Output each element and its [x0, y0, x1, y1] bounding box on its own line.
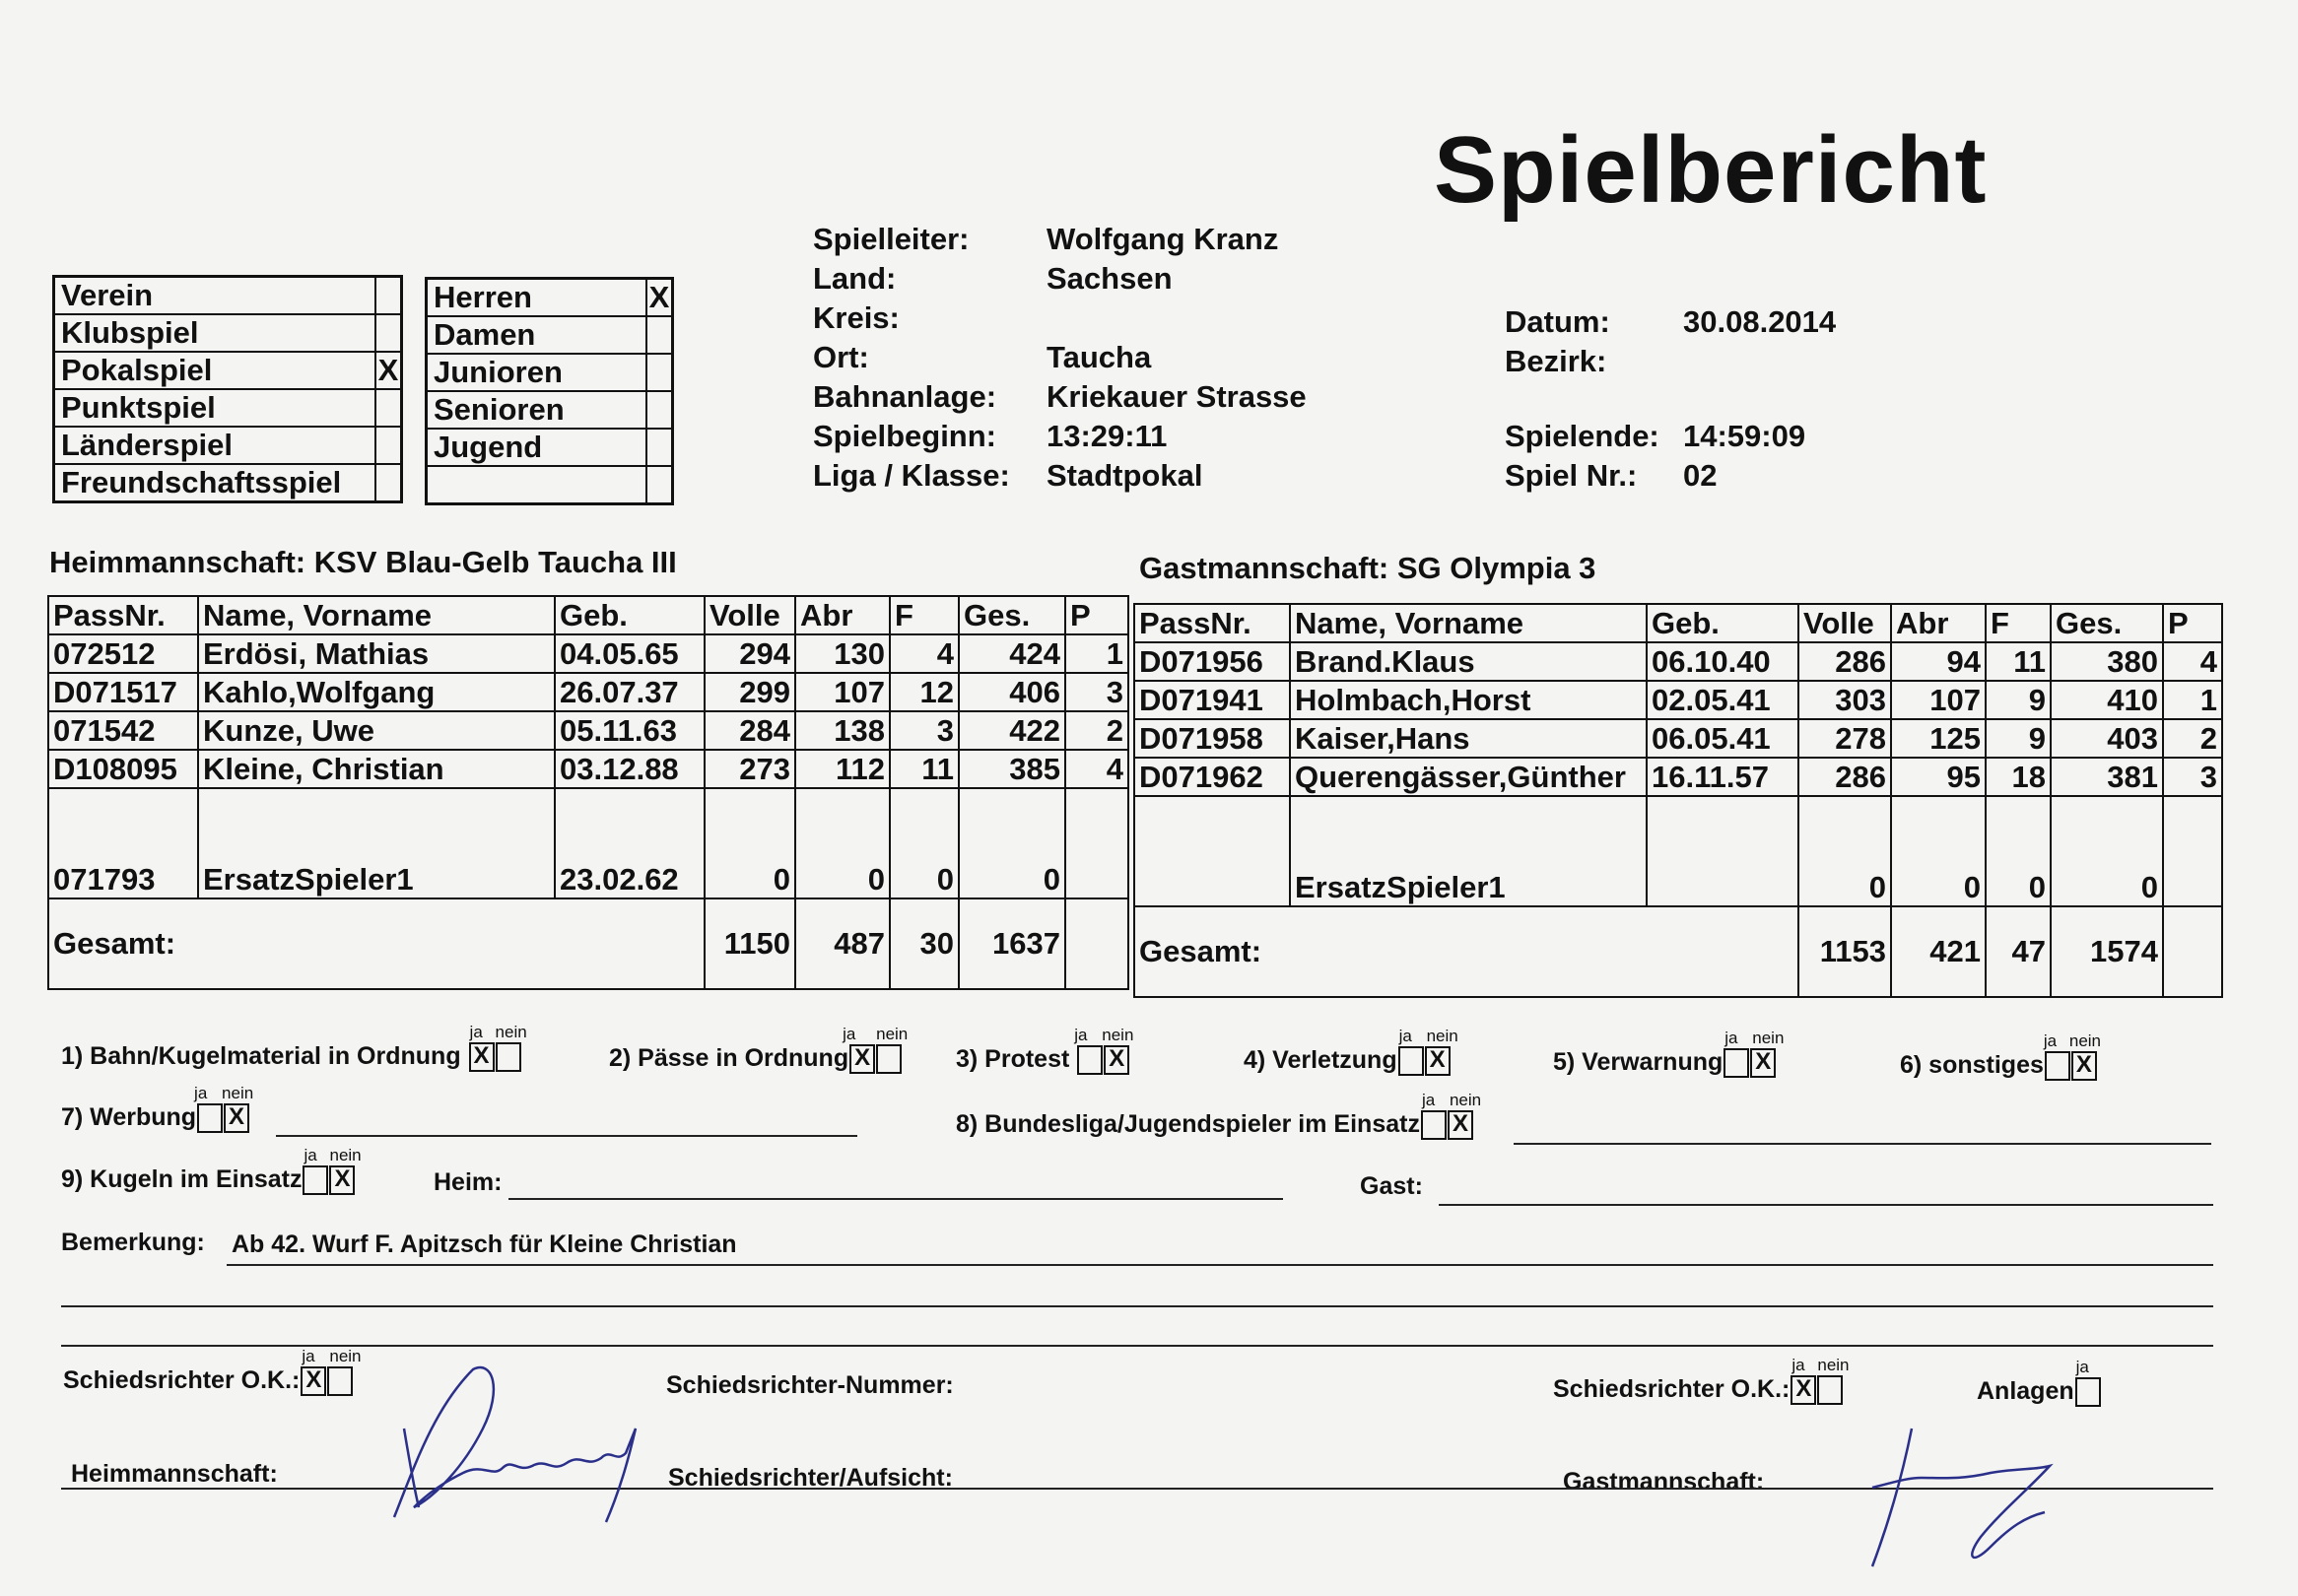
col-header: Abr — [795, 596, 890, 634]
q9-ja-checkbox[interactable] — [303, 1165, 328, 1195]
abr: 107 — [1891, 681, 1986, 719]
land-value: Sachsen — [1047, 261, 1173, 296]
table-row — [48, 711, 1128, 750]
nein-label: nein — [1817, 1356, 1850, 1374]
spielbeginn-value: 13:29:11 — [1047, 419, 1168, 453]
type-mark[interactable] — [375, 389, 402, 427]
player-name: Kahlo,Wolfgang — [198, 673, 555, 711]
bahnanlage-value: Kriekauer Strasse — [1047, 379, 1307, 414]
q7-nein-checkbox[interactable]: X — [224, 1103, 249, 1133]
q3-label: 3) Protest — [956, 1045, 1070, 1073]
anlagen-ja-checkbox[interactable] — [2075, 1377, 2101, 1407]
substitute-row — [1134, 796, 2222, 906]
punkte: 3 — [2163, 758, 2222, 796]
ref-ok-ja-checkbox[interactable]: X — [301, 1366, 326, 1396]
fehler: 3 — [890, 711, 959, 750]
kreis-label: Kreis: — [813, 300, 900, 335]
spielleiter-label: Spielleiter: — [813, 222, 970, 256]
ja-label: ja — [469, 1023, 483, 1041]
type-mark[interactable] — [375, 277, 402, 315]
col-header: P — [2163, 604, 2222, 642]
check-q6 — [1900, 1031, 2102, 1081]
volle: 286 — [1798, 758, 1891, 796]
bemerkung-line-3 — [61, 1345, 2213, 1347]
q6-ja-checkbox[interactable] — [2045, 1051, 2070, 1081]
gesamt: 424 — [959, 634, 1065, 673]
total-label: Gesamt: — [1134, 906, 1798, 997]
pass-nr: 071793 — [48, 788, 198, 898]
fehler: 12 — [890, 673, 959, 711]
nein-label: nein — [1426, 1027, 1458, 1045]
type-row — [54, 464, 402, 502]
category-label — [427, 466, 647, 504]
category-label: Jugend — [427, 429, 647, 466]
table-row — [48, 750, 1128, 788]
land-label: Land: — [813, 261, 897, 296]
total-volle: 1153 — [1798, 906, 1891, 997]
q3-nein-checkbox[interactable]: X — [1104, 1045, 1129, 1075]
ref-ok-label: Schiedsrichter O.K.: — [63, 1366, 301, 1394]
category-label: Junioren — [427, 354, 647, 391]
ref-ok-nein-checkbox[interactable] — [327, 1366, 353, 1396]
ref-ok-left — [63, 1347, 362, 1396]
q3-ja-checkbox[interactable] — [1077, 1045, 1103, 1075]
q1-nein-checkbox[interactable] — [496, 1042, 521, 1072]
birth-date: 23.02.62 — [555, 788, 705, 898]
home-header-row — [48, 596, 1128, 634]
ref-ok-ja-checkbox[interactable]: X — [1791, 1375, 1816, 1405]
col-header: Geb. — [1647, 604, 1798, 642]
ja-label: ja — [1724, 1029, 1738, 1047]
punkte: 4 — [2163, 642, 2222, 681]
volle: 0 — [705, 788, 795, 898]
punkte: 1 — [1065, 634, 1128, 673]
bemerkung-line-2 — [61, 1305, 2213, 1307]
gesamt: 381 — [2051, 758, 2163, 796]
ja-label: ja — [302, 1347, 315, 1365]
gesamt: 422 — [959, 711, 1065, 750]
check-q7 — [61, 1084, 254, 1133]
type-label: Länderspiel — [54, 427, 376, 464]
category-label: Herren — [427, 279, 647, 317]
abr: 107 — [795, 673, 890, 711]
category-row — [427, 466, 673, 504]
gesamt: 0 — [959, 788, 1065, 898]
volle: 299 — [705, 673, 795, 711]
total-label: Gesamt: — [48, 898, 705, 989]
category-label: Damen — [427, 316, 647, 354]
guest-signature — [1853, 1419, 2109, 1596]
q2-nein-checkbox[interactable] — [876, 1044, 902, 1074]
nein-label: nein — [2068, 1031, 2102, 1050]
q1-ja-checkbox[interactable]: X — [469, 1042, 495, 1072]
volle: 286 — [1798, 642, 1891, 681]
birth-date: 05.11.63 — [555, 711, 705, 750]
q9-label: 9) Kugeln im Einsatz — [61, 1165, 303, 1193]
category-mark[interactable] — [646, 316, 673, 354]
punkte: 2 — [2163, 719, 2222, 758]
nein-label: nein — [329, 1347, 362, 1365]
fehler: 18 — [1986, 758, 2051, 796]
category-mark[interactable] — [646, 429, 673, 466]
home-sign-label: Heimmannschaft: — [71, 1460, 278, 1488]
spielnr-label: Spiel Nr.: — [1505, 458, 1638, 493]
home-score-table — [47, 595, 1129, 990]
q6-nein-checkbox[interactable]: X — [2071, 1051, 2097, 1081]
birth-date: 03.12.88 — [555, 750, 705, 788]
col-header: Abr — [1891, 604, 1986, 642]
volle: 284 — [705, 711, 795, 750]
player-name: Erdösi, Mathias — [198, 634, 555, 673]
player-name: Holmbach,Horst — [1290, 681, 1647, 719]
abr: 125 — [1891, 719, 1986, 758]
total-fehler: 30 — [890, 898, 959, 989]
bemerkung-label: Bemerkung: — [61, 1229, 205, 1256]
category-mark[interactable] — [646, 354, 673, 391]
type-mark[interactable] — [375, 464, 402, 502]
q4-ja-checkbox[interactable] — [1398, 1046, 1424, 1076]
birth-date: 02.05.41 — [1647, 681, 1798, 719]
liga-value: Stadtpokal — [1047, 458, 1203, 493]
col-header: PassNr. — [48, 596, 198, 634]
col-header: P — [1065, 596, 1128, 634]
q4-nein-checkbox[interactable]: X — [1425, 1046, 1451, 1076]
total-row — [48, 898, 1128, 989]
fehler: 4 — [890, 634, 959, 673]
table-row — [48, 634, 1128, 673]
heim-line[interactable] — [508, 1198, 1283, 1200]
col-header: Name, Vorname — [198, 596, 555, 634]
match-info-values — [1047, 220, 1307, 496]
ja-label: ja — [304, 1146, 317, 1164]
punkte — [2163, 796, 2222, 906]
check-q8 — [956, 1091, 1482, 1140]
fehler: 9 — [1986, 681, 2051, 719]
bemerkung-value[interactable]: Ab 42. Wurf F. Apitzsch für Kleine Christian — [232, 1230, 737, 1258]
check-q2 — [609, 1025, 909, 1074]
type-mark[interactable] — [375, 314, 402, 352]
total-punkte — [1065, 898, 1128, 989]
ja-label: ja — [1074, 1026, 1088, 1044]
pass-nr: D071958 — [1134, 719, 1290, 758]
type-row — [54, 277, 402, 315]
liga-label: Liga / Klasse: — [813, 458, 1010, 493]
q8-label: 8) Bundesliga/Jugendspieler im Einsatz — [956, 1110, 1420, 1138]
gesamt: 0 — [2051, 796, 2163, 906]
bemerkung-line — [227, 1264, 2213, 1266]
fehler: 0 — [1986, 796, 2051, 906]
fehler: 9 — [1986, 719, 2051, 758]
pass-nr: D071941 — [1134, 681, 1290, 719]
category-row — [427, 429, 673, 466]
birth-date — [1647, 796, 1798, 906]
check-q4 — [1244, 1027, 1458, 1076]
nein-label: nein — [222, 1084, 254, 1102]
type-row — [54, 352, 402, 389]
total-fehler: 47 — [1986, 906, 2051, 997]
check-q9 — [61, 1146, 362, 1195]
punkte: 1 — [2163, 681, 2222, 719]
nein-label: nein — [1102, 1026, 1134, 1044]
player-name: Brand.Klaus — [1290, 642, 1647, 681]
type-label: Klubspiel — [54, 314, 376, 352]
volle: 0 — [1798, 796, 1891, 906]
col-header: Ges. — [959, 596, 1065, 634]
col-header: PassNr. — [1134, 604, 1290, 642]
pass-nr: 072512 — [48, 634, 198, 673]
match-info-labels — [813, 220, 1010, 496]
ja-label: ja — [194, 1084, 208, 1102]
player-name: Kunze, Uwe — [198, 711, 555, 750]
pass-nr: D108095 — [48, 750, 198, 788]
table-row — [1134, 719, 2222, 758]
category-label: Senioren — [427, 391, 647, 429]
player-name: Kaiser,Hans — [1290, 719, 1647, 758]
ja-label: ja — [1421, 1091, 1436, 1109]
total-gesamt: 1637 — [959, 898, 1065, 989]
ja-label: ja — [2075, 1358, 2089, 1376]
bundesliga-line[interactable] — [1514, 1143, 2211, 1145]
pass-nr: D071962 — [1134, 758, 1290, 796]
volle: 273 — [705, 750, 795, 788]
q8-ja-checkbox[interactable] — [1421, 1110, 1447, 1140]
pass-nr: D071956 — [1134, 642, 1290, 681]
werbung-line[interactable] — [276, 1135, 857, 1137]
col-header: Ges. — [2051, 604, 2163, 642]
ja-label: ja — [1398, 1027, 1412, 1045]
pass-nr: 071542 — [48, 711, 198, 750]
table-row — [1134, 758, 2222, 796]
birth-date: 04.05.65 — [555, 634, 705, 673]
col-header: Volle — [705, 596, 795, 634]
spielbeginn-label: Spielbeginn: — [813, 419, 996, 453]
ref-number-label: Schiedsrichter-Nummer: — [666, 1371, 954, 1399]
bezirk-label: Bezirk: — [1505, 344, 1607, 378]
ort-value: Taucha — [1047, 340, 1152, 374]
ja-label: ja — [1791, 1356, 1805, 1374]
player-name: Kleine, Christian — [198, 750, 555, 788]
ja-label: ja — [2043, 1031, 2058, 1050]
q7-ja-checkbox[interactable] — [197, 1103, 223, 1133]
gesamt: 406 — [959, 673, 1065, 711]
abr: 94 — [1891, 642, 1986, 681]
q9-nein-checkbox[interactable]: X — [329, 1165, 355, 1195]
type-row — [54, 389, 402, 427]
total-gesamt: 1574 — [2051, 906, 2163, 997]
anlagen-label: Anlagen — [1977, 1377, 2074, 1405]
punkte: 2 — [1065, 711, 1128, 750]
type-mark[interactable]: X — [375, 352, 402, 389]
table-row — [1134, 642, 2222, 681]
gesamt: 403 — [2051, 719, 2163, 758]
player-name: ErsatzSpieler1 — [198, 788, 555, 898]
type-label: Freundschaftsspiel — [54, 464, 376, 502]
gesamt: 380 — [2051, 642, 2163, 681]
birth-date: 16.11.57 — [1647, 758, 1798, 796]
type-label: Pokalspiel — [54, 352, 376, 389]
category-mark[interactable] — [646, 391, 673, 429]
nein-label: nein — [1449, 1091, 1482, 1109]
abr: 112 — [795, 750, 890, 788]
volle: 303 — [1798, 681, 1891, 719]
q5-nein-checkbox[interactable]: X — [1750, 1048, 1776, 1078]
category-row — [427, 391, 673, 429]
birth-date: 26.07.37 — [555, 673, 705, 711]
player-name: Querengässer,Günther — [1290, 758, 1647, 796]
guest-header-row — [1134, 604, 2222, 642]
spielnr-value: 02 — [1683, 458, 1718, 493]
category-row — [427, 316, 673, 354]
q7-label: 7) Werbung — [61, 1103, 197, 1131]
spielleiter-value: Wolfgang Kranz — [1047, 222, 1279, 256]
check-q5 — [1553, 1029, 1785, 1078]
total-row — [1134, 906, 2222, 997]
total-volle: 1150 — [705, 898, 795, 989]
punkte — [1065, 788, 1128, 898]
abr: 138 — [795, 711, 890, 750]
category-row — [427, 354, 673, 391]
gast-line[interactable] — [1439, 1204, 2213, 1206]
home-signature — [374, 1350, 670, 1547]
substitute-row — [48, 788, 1128, 898]
category-box — [425, 277, 674, 505]
gast-label: Gast: — [1360, 1172, 1423, 1200]
total-abr: 487 — [795, 898, 890, 989]
game-type-box — [52, 275, 403, 503]
nein-label: nein — [329, 1146, 362, 1164]
abr: 130 — [795, 634, 890, 673]
document-title: Spielbericht — [1434, 117, 1988, 223]
home-team-label: Heimmannschaft: KSV Blau-Gelb Taucha III — [49, 545, 677, 579]
fehler: 11 — [1986, 642, 2051, 681]
ref-ok-right — [1553, 1356, 1850, 1405]
total-punkte — [2163, 906, 2222, 997]
player-name: ErsatzSpieler1 — [1290, 796, 1647, 906]
ort-label: Ort: — [813, 340, 869, 374]
nein-label: nein — [495, 1023, 527, 1041]
fehler: 11 — [890, 750, 959, 788]
pass-nr: D071517 — [48, 673, 198, 711]
datum-value: 30.08.2014 — [1683, 304, 1837, 339]
check-q3 — [956, 1026, 1134, 1075]
category-row — [427, 279, 673, 317]
category-mark[interactable] — [646, 466, 673, 504]
check-q1 — [61, 1023, 527, 1072]
guest-sign-label: Gastmannschaft: — [1563, 1468, 1765, 1496]
type-row — [54, 314, 402, 352]
volle: 294 — [705, 634, 795, 673]
gesamt: 385 — [959, 750, 1065, 788]
birth-date: 06.10.40 — [1647, 642, 1798, 681]
table-row — [48, 673, 1128, 711]
spielende-label: Spielende: — [1505, 419, 1659, 453]
fehler: 0 — [890, 788, 959, 898]
col-header: F — [1986, 604, 2051, 642]
ref-sign-label: Schiedsrichter/Aufsicht: — [668, 1464, 953, 1492]
type-row — [54, 427, 402, 464]
bahnanlage-label: Bahnanlage: — [813, 379, 997, 414]
col-header: Volle — [1798, 604, 1891, 642]
ref-ok-nein-checkbox[interactable] — [1817, 1375, 1843, 1405]
type-mark[interactable] — [375, 427, 402, 464]
col-header: Geb. — [555, 596, 705, 634]
q4-label: 4) Verletzung — [1244, 1046, 1397, 1074]
type-label: Punktspiel — [54, 389, 376, 427]
nein-label: nein — [876, 1025, 909, 1043]
col-header: Name, Vorname — [1290, 604, 1647, 642]
gesamt: 410 — [2051, 681, 2163, 719]
abr: 95 — [1891, 758, 1986, 796]
col-header: F — [890, 596, 959, 634]
q2-ja-checkbox[interactable]: X — [849, 1044, 875, 1074]
q6-label: 6) sonstiges — [1900, 1051, 2044, 1079]
birth-date: 06.05.41 — [1647, 719, 1798, 758]
guest-team-label: Gastmannschaft: SG Olympia 3 — [1139, 551, 1596, 585]
nein-label: nein — [1752, 1029, 1785, 1047]
anlagen — [1977, 1358, 2101, 1407]
guest-score-table — [1133, 603, 2223, 998]
spielende-value: 14:59:09 — [1683, 419, 1806, 453]
punkte: 4 — [1065, 750, 1128, 788]
q5-label: 5) Verwarnung — [1553, 1048, 1724, 1076]
heim-label: Heim: — [434, 1168, 503, 1196]
type-label: Verein — [54, 277, 376, 315]
q2-label: 2) Pässe in Ordnung — [609, 1044, 849, 1072]
punkte: 3 — [1065, 673, 1128, 711]
total-abr: 421 — [1891, 906, 1986, 997]
abr: 0 — [795, 788, 890, 898]
ref-ok-label: Schiedsrichter O.K.: — [1553, 1375, 1791, 1403]
datum-label: Datum: — [1505, 304, 1610, 339]
ja-label: ja — [843, 1025, 856, 1043]
table-row — [1134, 681, 2222, 719]
q8-nein-checkbox[interactable]: X — [1448, 1110, 1473, 1140]
volle: 278 — [1798, 719, 1891, 758]
kreis-value — [1047, 299, 1307, 338]
category-mark[interactable]: X — [646, 279, 673, 317]
abr: 0 — [1891, 796, 1986, 906]
q1-label: 1) Bahn/Kugelmaterial in Ordnung — [61, 1042, 461, 1070]
q5-ja-checkbox[interactable] — [1724, 1048, 1749, 1078]
pass-nr — [1134, 796, 1290, 906]
